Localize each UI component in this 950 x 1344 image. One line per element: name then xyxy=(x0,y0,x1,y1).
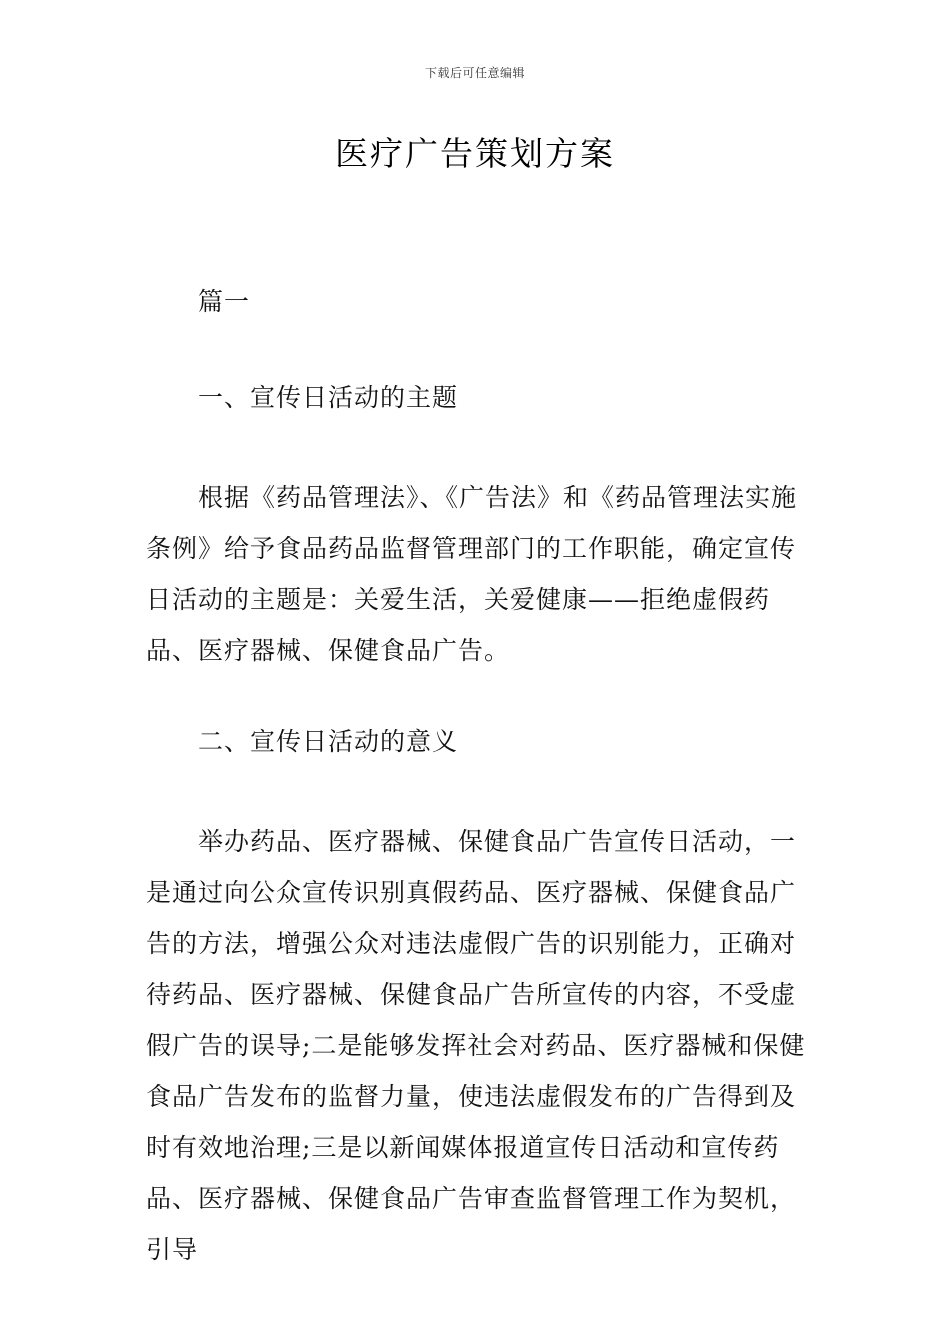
section-label: 篇一 xyxy=(198,287,251,316)
page-title: 医疗广告策划方案 xyxy=(335,134,615,173)
edit-note: 下载后可任意编辑 xyxy=(424,66,525,80)
paragraph-significance: 举办药品、医疗器械、保健食品广告宣传日活动，一是通过向公众宣传识别真假药品、医疗器械、保健食品广告的方法，增强公众对违法虚假广告的识别能力，正确对待药品、医疗器械、保健食品广告所宣传的内容，不受虚假广告的误导;二是能够发挥社会对药品、医疗器械和保健食品广告发布的监督力量，使违法虚假发布的广告得到及时有效地治理;三是以新闻媒体报道宣传日活动和宣传药品、医疗器械、保健食品广告审查监督管理工作为契机，引导 xyxy=(146,827,806,1264)
section-heading-theme: 一、宣传日活动的主题 xyxy=(198,383,459,412)
paragraph-theme: 根据《药品管理法》、《广告法》和《药品管理法实施条例》给予食品药品监督管理部门的工作职能，确定宣传日活动的主题是：关爱生活，关爱健康——拒绝虚假药品、医疗器械、保健食品广告。 xyxy=(146,483,798,665)
section-heading-significance: 二、宣传日活动的意义 xyxy=(198,727,459,756)
